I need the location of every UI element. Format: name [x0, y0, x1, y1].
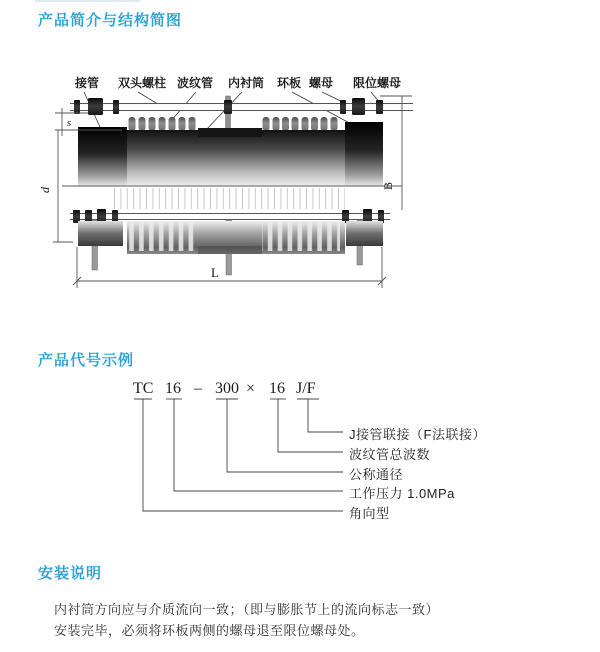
callout-angular-type: 角向型	[349, 506, 390, 521]
section-title-code: 产品代号示例	[38, 352, 135, 369]
dim-B	[380, 96, 412, 210]
code-token-pressure: 16	[165, 380, 181, 397]
top-edge-artifact	[35, 0, 140, 2]
lower-body	[78, 221, 383, 254]
structure-diagram	[0, 60, 460, 300]
dim-label-d: d	[38, 187, 52, 193]
code-token-joint: J/F	[296, 380, 316, 397]
part-label-ring-plate: 环板	[276, 76, 302, 90]
liner-collar-band	[198, 128, 262, 137]
install-note-flow-direction: 内衬筒方向应与介质流向一致；（即与膨胀节上的流向标志一致）	[54, 602, 440, 617]
section-title-install: 安装说明	[38, 565, 103, 582]
dim-label-s: s	[66, 117, 72, 129]
dim-label-B: B	[381, 181, 395, 191]
code-token-times: ×	[246, 380, 256, 397]
callout-joint-type: J接管联接（F法联接）	[349, 427, 486, 442]
part-label-limit-nut: 限位螺母	[352, 76, 402, 90]
part-label-stud: 双头螺柱	[117, 76, 167, 90]
code-token-dash: –	[194, 380, 202, 397]
part-labels	[74, 75, 401, 90]
callout-wave-count: 波纹管总波数	[349, 447, 431, 462]
part-label-bellows: 波纹管	[176, 76, 214, 90]
lower-collar-band	[198, 246, 262, 254]
callout-work-pressure: 工作压力 1.0MPa	[349, 486, 455, 501]
dim-label-L: L	[211, 265, 219, 280]
part-label-liner: 内衬筒	[227, 76, 265, 90]
code-token-type: TC	[133, 380, 154, 397]
callout-nominal-dia: 公称通径	[349, 467, 404, 482]
code-token-waves: 16	[269, 380, 285, 397]
part-label-connecting-pipe: 接管	[74, 76, 100, 90]
gap-convolutions	[114, 188, 345, 209]
install-note-nut-position: 安装完毕，必须将环板两侧的螺母退至限位螺母处。	[54, 623, 365, 638]
upper-body	[78, 122, 383, 186]
code-token-diameter: 300	[215, 380, 239, 397]
section-title-intro: 产品简介与结构简图	[38, 12, 183, 29]
part-label-nut: 螺母	[308, 76, 334, 90]
